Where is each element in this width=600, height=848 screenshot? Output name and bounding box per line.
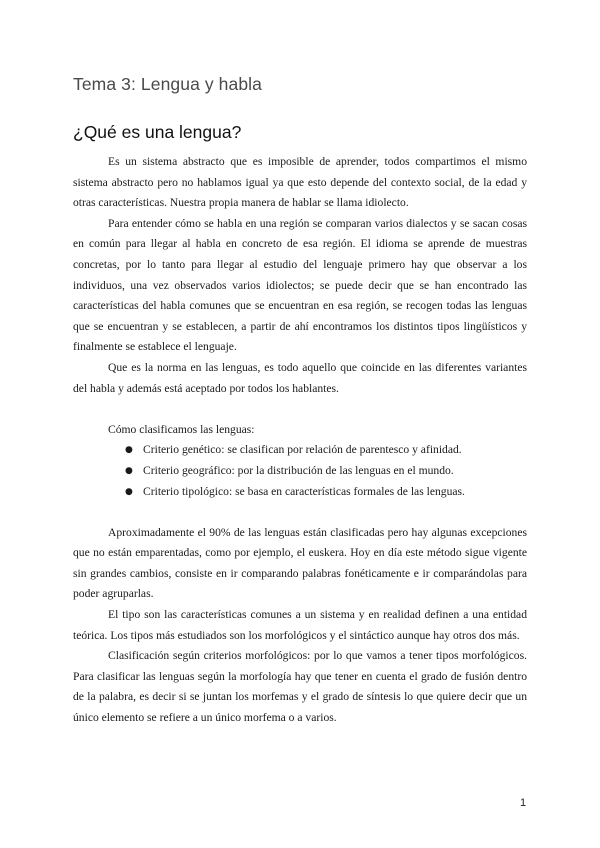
paragraph: Es un sistema abstracto que es imposible de aprender, todos compartimos el mismo sistema abstracto pero no hablamos igual ya que esto depende del contexto social, de la edad y otras características. Nuestra propia manera de hablar se llama idiolecto.	[73, 155, 527, 210]
section-heading: ¿Qué es una lengua?	[73, 122, 242, 142]
list-item-text: Criterio tipológico: se basa en características formales de las lenguas.	[143, 484, 465, 498]
paragraph: Para entender cómo se habla en una región se comparan varios dialectos y se sacan cosas en común para llegar al habla en concreto de esa región. El idioma se aprende de muestras concretas, por lo tanto para llegar al estudio del lenguaje primero hay que observar a los individuos, una vez observados varios idiolectos; se puede decir que se han encontrado las características del habla comunes que se encuentran en esa región, se recogen todas las lenguas que se encuentran y se establecen, a partir de ahí encontramos los distintos tipos lingüísticos y finalmente se establece el lenguaje.	[73, 216, 527, 354]
page-number: 1	[520, 797, 527, 809]
bullet-icon: ●	[125, 465, 133, 476]
classification-list	[73, 440, 527, 502]
paragraph: Aproximadamente el 90% de las lenguas están clasificadas pero hay algunas excepciones que no están emparentadas, como por ejemplo, el euskera. Hoy en día este método sigue vigente sin grandes cambios, consiste en ir comparando palabras fonéticamente e ir comparándolas para poder agruparlas.	[73, 525, 527, 601]
paragraph: Que es la norma en las lenguas, es todo aquello que coincide en las diferentes variantes del habla y además está aceptado por todos los hablantes.	[73, 360, 527, 395]
list-item	[125, 461, 527, 482]
document-body	[73, 152, 527, 729]
blank-line	[73, 502, 527, 523]
bullet-icon: ●	[125, 486, 133, 497]
page-title: Tema 3: Lengua y habla	[73, 74, 263, 94]
paragraph: El tipo son las características comunes a un sistema y en realidad definen a una entidad teórica. Los tipos más estudiados son los morfológicos y el sintáctico aunque hay otros dos más.	[73, 608, 527, 642]
list-item-text: Criterio genético: se clasifican por relación de parentesco y afinidad.	[143, 443, 462, 457]
bullet-icon: ●	[125, 445, 133, 456]
list-item-text: Criterio geográfico: por la distribución de las lenguas en el mundo.	[143, 463, 454, 477]
list-item	[125, 482, 527, 503]
list-item	[125, 440, 527, 461]
paragraph: Clasificación según criterios morfológicos: por lo que vamos a tener tipos morfológicos. Para clasificar las lenguas según la morfología hay que tener en cuenta el grado de fusión dentro de la palabra, es decir si se juntan los morfemas y el grado de síntesis lo que quiere decir que un único elemento se refiere a un único morfema o a varios.	[73, 649, 527, 725]
list-intro: Cómo clasificamos las lenguas:	[108, 422, 255, 436]
